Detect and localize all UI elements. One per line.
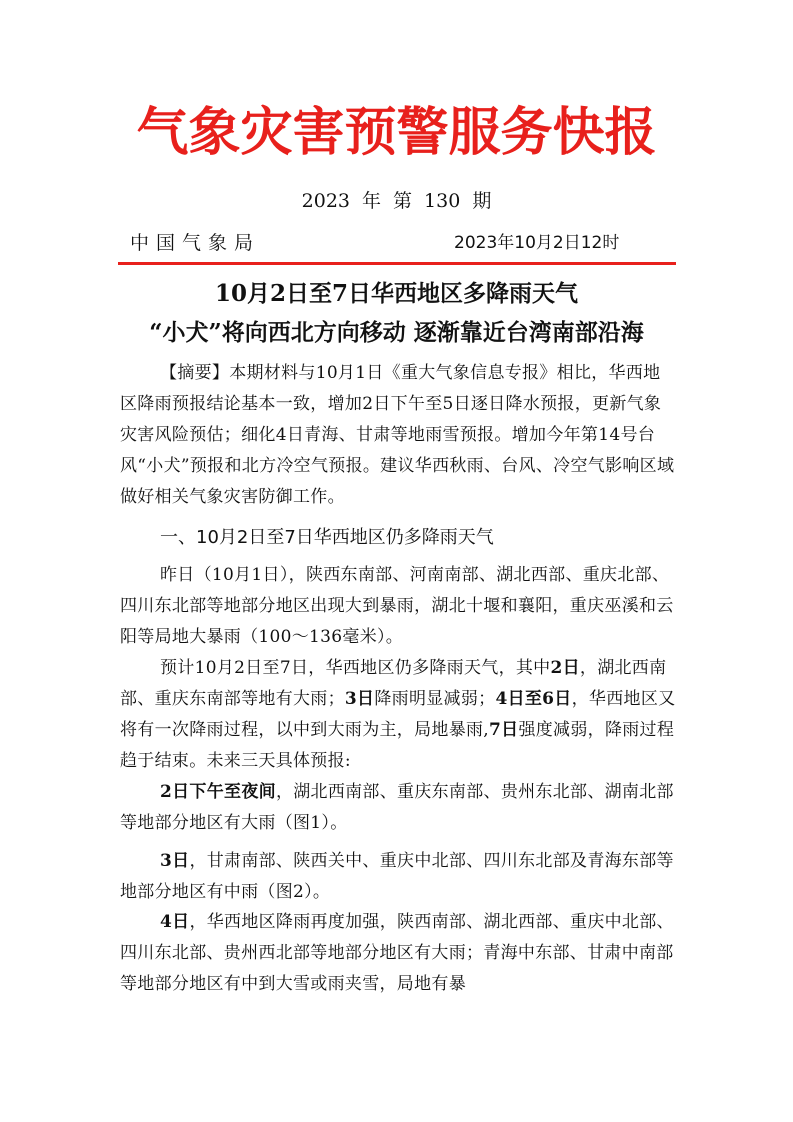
masthead-title: 气象灾害预警服务快报 [136, 103, 657, 163]
abstract-text: 本期材料与10月1日《重大气象信息专报》相比，华西地区降雨预报结论基本一致，增加2日下午至5日逐日降水预报，更新气象灾害风险预估；细化4日青海、甘肃等地雨雪预报。增加今年第14号台风“小犬”预报和北方冷空气预报。建议华西秋雨、台风、冷空气影响区域做好相关气象灾害防御工作。 [120, 363, 675, 507]
bold-date: 2日下午至夜间 [160, 782, 276, 802]
issue-line [0, 188, 793, 214]
headline-1: 10月2日至7日华西地区多降雨天气 [214, 280, 578, 307]
paragraph-text: 预计10月2日至7日，华西地区仍多降雨天气，其中 [160, 658, 551, 678]
headline-2: “小犬”将向西北方向移动 逐渐靠近台湾南部沿海 [149, 319, 644, 346]
issue-datetime: 2023年10月2日12时 [454, 233, 620, 253]
bold-date: 3日 [344, 689, 375, 709]
paragraph-text: 昨日（10月1日），陕西东南部、河南南部、湖北西部、重庆北部、四川东北部等地部分地区出现大到暴雨，湖北十堰和襄阳，重庆巫溪和云阳等局地大暴雨（100～136毫米）。 [120, 565, 674, 647]
paragraph-text: 强度减弱，降雨过程趋于结束。未来三天具体预报: [120, 720, 675, 771]
issue-year-label: 年 [362, 190, 382, 212]
section-1-paragraph-2 [120, 653, 676, 777]
section-1-paragraph-5 [120, 907, 676, 1000]
bold-date: 4日 [160, 912, 190, 932]
issue-year: 2023 [301, 190, 351, 212]
bold-date: 2日 [550, 658, 580, 678]
paragraph-text: ，甘肃南部、陕西关中、重庆中北部、四川东北部及青海东部等地部分地区有中雨（图2）。 [120, 851, 674, 902]
paragraph-text: ，湖北西南部、重庆东南部等地有大雨； [120, 658, 667, 709]
bold-date: 7日 [489, 720, 519, 740]
section-1-paragraph-3 [120, 777, 676, 839]
paragraph-text: 降雨明显减弱； [374, 689, 496, 709]
header-divider [118, 262, 676, 265]
issue-no-suffix: 期 [472, 190, 492, 212]
section-1-paragraph-4 [120, 846, 676, 908]
section-1-heading: 一、10月2日至7日华西地区仍多降雨天气 [160, 527, 494, 548]
abstract-label: 【摘要】 [160, 363, 230, 383]
abstract-paragraph [120, 358, 676, 513]
bold-date: 4日至6日 [495, 689, 572, 709]
paragraph-text: ，湖北西南部、重庆东南部、贵州东北部、湖南北部等地部分地区有大雨（图1）。 [120, 782, 674, 833]
bold-date: 3日 [160, 851, 190, 871]
issue-no-prefix: 第 [393, 190, 413, 212]
paragraph-text: ，华西地区降雨再度加强，陕西南部、湖北西部、重庆中北部、四川东北部、贵州西北部等地部分地区有大雨；青海中东部、甘肃中南部等地部分地区有中到大雪或雨夹雪，局地有暴 [120, 912, 674, 994]
section-1-paragraph-1 [120, 560, 676, 653]
paragraph-text: ，华西地区又将有一次降雨过程，以中到大雨为主，局地暴雨, [120, 689, 676, 740]
issue-number: 130 [424, 190, 461, 212]
agency-name: 中国气象局 [130, 232, 261, 254]
